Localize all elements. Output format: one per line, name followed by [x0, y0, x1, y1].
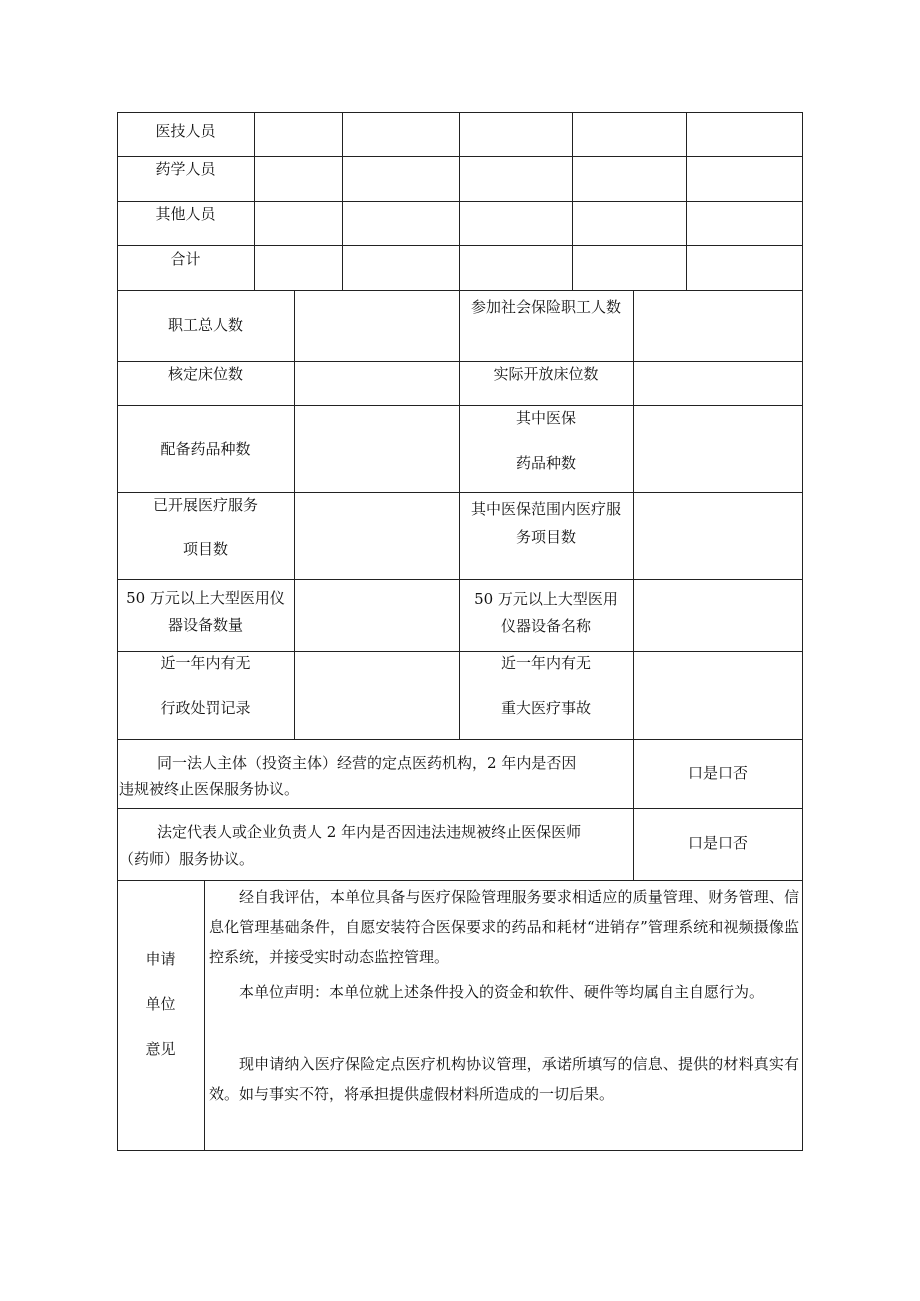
equipment-name-label: 50 万元以上大型医用: [474, 590, 618, 608]
rule: [459, 112, 460, 290]
rule: [294, 290, 295, 740]
drug-types-label: 配备药品种数: [160, 440, 251, 458]
rule: [117, 405, 803, 406]
opinion-paragraph: 经自我评估，本单位具备与医疗保险管理服务要求相适应的质量管理、财务管理、信息化管理基础条件，自愿安装符合医保要求的药品和耗材“进销存”管理系统和视频摄像监控系统，并接受实时动态监控管理。: [209, 888, 799, 966]
rule: [686, 112, 687, 290]
rule: [117, 112, 803, 113]
staff-row-label: 其他人员: [155, 205, 216, 223]
opinion-label: 单位: [145, 995, 176, 1013]
insured-drugs-label: 药品种数: [515, 454, 576, 472]
question-text: 违规被终止医保服务协议。: [119, 780, 300, 798]
rule: [117, 201, 803, 202]
rule: [117, 290, 803, 291]
opinion-paragraph: 本单位声明：本单位就上述条件投入的资金和软件、硬件等均属自主自愿行为。: [239, 983, 765, 1001]
staff-row-label: 药学人员: [155, 160, 216, 178]
insured-services-label: 其中医保范围内医疗服: [470, 500, 621, 518]
rule: [117, 880, 803, 881]
yes-no-checkbox[interactable]: 口是口否: [687, 764, 748, 782]
rule: [117, 245, 803, 246]
staff-row-label: 合计: [170, 250, 201, 268]
rule: [802, 112, 803, 1151]
insured-services-label: 务项目数: [515, 528, 576, 546]
equipment-count-label: 50 万元以上大型医用仪: [126, 589, 285, 607]
question-text: （药师）服务协议。: [119, 850, 255, 868]
approved-beds-label: 核定床位数: [167, 365, 243, 383]
rule: [117, 361, 803, 362]
services-label: 已开展医疗服务: [152, 496, 258, 514]
rule: [342, 112, 343, 290]
services-label: 项目数: [182, 540, 228, 558]
open-beds-label: 实际开放床位数: [493, 365, 599, 383]
insured-staff-label: 参加社会保险职工人数: [470, 298, 621, 316]
question-text: 法定代表人或企业负责人 2 年内是否因违法违规被终止医保医师: [157, 823, 582, 841]
medical-accident-label: 近一年内有无: [500, 654, 591, 672]
total-staff-label: 职工总人数: [167, 316, 243, 334]
equipment-name-label: 仪器设备名称: [500, 617, 591, 635]
opinion-label: 申请: [145, 950, 176, 968]
equipment-count-label: 器设备数量: [167, 616, 243, 634]
medical-accident-label: 重大医疗事故: [500, 699, 591, 717]
rule: [204, 880, 205, 1150]
question-text: 同一法人主体（投资主体）经营的定点医药机构，2 年内是否因: [157, 754, 577, 772]
rule: [572, 112, 573, 290]
rule: [117, 1150, 803, 1151]
yes-no-checkbox[interactable]: 口是口否: [687, 834, 748, 852]
opinion-label: 意见: [145, 1040, 176, 1058]
penalty-record-label: 行政处罚记录: [160, 699, 251, 717]
rule: [633, 290, 634, 880]
rule: [117, 579, 803, 580]
rule: [254, 112, 255, 290]
rule: [117, 492, 803, 493]
staff-row-label: 医技人员: [155, 122, 216, 140]
rule: [117, 808, 803, 809]
opinion-paragraph: 现申请纳入医疗保险定点医疗机构协议管理，承诺所填写的信息、提供的材料真实有效。如与事实不符，将承担提供虚假材料所造成的一切后果。: [209, 1055, 799, 1103]
rule: [117, 156, 803, 157]
rule: [117, 739, 803, 740]
insured-drugs-label: 其中医保: [515, 409, 576, 427]
penalty-record-label: 近一年内有无: [160, 654, 251, 672]
